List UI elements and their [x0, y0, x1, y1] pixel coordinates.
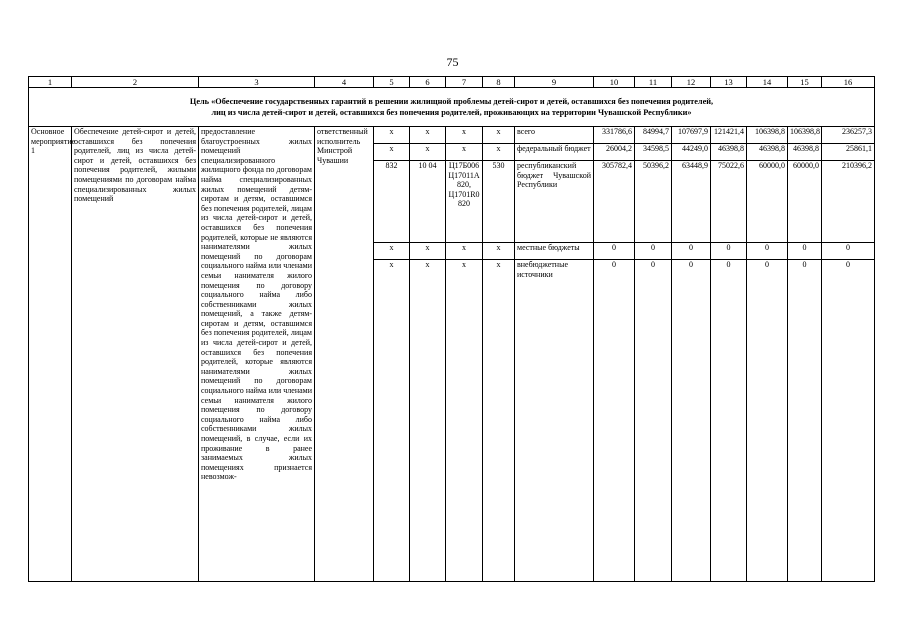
grbs-cell: x: [374, 242, 410, 259]
measure-name-cell: Обеспечение детей-сирот и детей, оставшихся без попечения родителей, лиц из числа детей-сирот и детей, оставшихся без попечения родителей, жилыми помещениями по договорам найма специализированных жилых помещений: [72, 127, 199, 582]
goal-cell: [29, 88, 875, 127]
table-row: [29, 127, 875, 144]
funding-source-cell: федеральный бюджет: [515, 144, 594, 161]
section-cell: x: [410, 260, 446, 582]
col-number: 11: [635, 77, 672, 88]
target-article-cell: x: [446, 144, 483, 161]
expense-group-cell: x: [483, 127, 515, 144]
col-number: 6: [410, 77, 446, 88]
value-cell: 75022,6: [711, 161, 747, 243]
measure-cell: Основное мероприятие 1: [29, 127, 72, 582]
page-number: 75: [446, 55, 459, 69]
grbs-cell: 832: [374, 161, 410, 243]
col-number: 7: [446, 77, 483, 88]
target-article-cell: x: [446, 260, 483, 582]
expense-group-cell: 530: [483, 161, 515, 243]
target-article-cell: x: [446, 127, 483, 144]
value-cell: 106398,8: [747, 127, 788, 144]
value-cell: 34598,5: [635, 144, 672, 161]
goal-line-2: лиц из числа детей-сирот и детей, оставшихся без попечения родителей, проживающих на территории Чувашской Республики»: [211, 108, 692, 117]
value-cell: 84994,7: [635, 127, 672, 144]
funding-source-cell: внебюджетные источники: [515, 260, 594, 582]
value-cell: 0: [747, 260, 788, 582]
goal-row: [29, 88, 875, 127]
value-cell: 60000,0: [788, 161, 822, 243]
value-cell: 210396,2: [822, 161, 875, 243]
col-number: 9: [515, 77, 594, 88]
grbs-cell: x: [374, 127, 410, 144]
section-cell: 10 04: [410, 161, 446, 243]
value-cell: 0: [672, 260, 711, 582]
grbs-cell: x: [374, 144, 410, 161]
value-cell: 60000,0: [747, 161, 788, 243]
expense-group-cell: x: [483, 242, 515, 259]
col-number: 10: [594, 77, 635, 88]
expense-group-cell: x: [483, 260, 515, 582]
value-cell: 331786,6: [594, 127, 635, 144]
value-cell: 121421,4: [711, 127, 747, 144]
value-cell: 0: [788, 260, 822, 582]
value-cell: 46398,8: [788, 144, 822, 161]
value-cell: 26004,2: [594, 144, 635, 161]
col-number: 12: [672, 77, 711, 88]
value-cell: 63448,9: [672, 161, 711, 243]
value-cell: 305782,4: [594, 161, 635, 243]
target-article-cell: x: [446, 242, 483, 259]
expense-group-cell: x: [483, 144, 515, 161]
section-cell: x: [410, 127, 446, 144]
col-number: 1: [29, 77, 72, 88]
funding-source-cell: местные бюджеты: [515, 242, 594, 259]
value-cell: 0: [711, 242, 747, 259]
value-cell: 0: [822, 260, 875, 582]
value-cell: 50396,2: [635, 161, 672, 243]
value-cell: 0: [635, 260, 672, 582]
value-cell: 236257,3: [822, 127, 875, 144]
value-cell: 25861,1: [822, 144, 875, 161]
col-number: 14: [747, 77, 788, 88]
col-number: 5: [374, 77, 410, 88]
target-article-cell: Ц17Б006 Ц17011А 820, Ц1701R0 820: [446, 161, 483, 243]
value-cell: 0: [788, 242, 822, 259]
description-cell: [199, 127, 315, 582]
value-cell: 0: [594, 260, 635, 582]
funding-source-cell: республиканский бюджет Чувашской Республики: [515, 161, 594, 243]
funding-source-cell: всего: [515, 127, 594, 144]
description-text: предоставление благоустроенных жилых помещений специализированного жилищного фонда по договорам найма специализированных жилых помещений детям-сиротам и детям, оставшимся без попечения родителей, лицам из числа детей-сирот и детей, оставшихся без попечения родителей, которые не являются нанимателями жилых помещений по договорам социального найма или членами семьи нанимателя жилого помещения по договору социального найма либо собственниками жилых помещений, а также детям-сиротам и детям, оставшимся без попечения родителей, лицам из числа детей-сирот и детей, оставшихся без попечения родителей, которые являются нанимателями жилых помещений по договорам социального найма или членами семьи нанимателя жилого помещения по договору социального найма либо собственниками жилых помещений, в случае, если их проживание в ранее занимаемых жилых помещениях признается невозмож-: [201, 127, 312, 482]
value-cell: 0: [672, 242, 711, 259]
value-cell: 46398,8: [711, 144, 747, 161]
section-cell: x: [410, 144, 446, 161]
value-cell: 0: [711, 260, 747, 582]
col-number: 15: [788, 77, 822, 88]
col-number: 2: [72, 77, 199, 88]
col-number: 8: [483, 77, 515, 88]
value-cell: 106398,8: [788, 127, 822, 144]
col-number: 4: [315, 77, 374, 88]
value-cell: 0: [747, 242, 788, 259]
program-table: [28, 76, 875, 582]
col-number: 13: [711, 77, 747, 88]
section-cell: x: [410, 242, 446, 259]
value-cell: 0: [594, 242, 635, 259]
value-cell: 0: [822, 242, 875, 259]
value-cell: 46398,8: [747, 144, 788, 161]
value-cell: 44249,0: [672, 144, 711, 161]
executor-cell: ответственный исполнитель Минстрой Чувашии: [315, 127, 374, 582]
value-cell: 107697,9: [672, 127, 711, 144]
grbs-cell: x: [374, 260, 410, 582]
value-cell: 0: [635, 242, 672, 259]
goal-line-1: Цель «Обеспечение государственных гарантий в решении жилищной проблемы детей-сирот и детей, оставшихся без попечения родителей,: [189, 97, 714, 106]
col-number: 3: [199, 77, 315, 88]
col-number: 16: [822, 77, 875, 88]
column-number-row: [29, 77, 875, 88]
